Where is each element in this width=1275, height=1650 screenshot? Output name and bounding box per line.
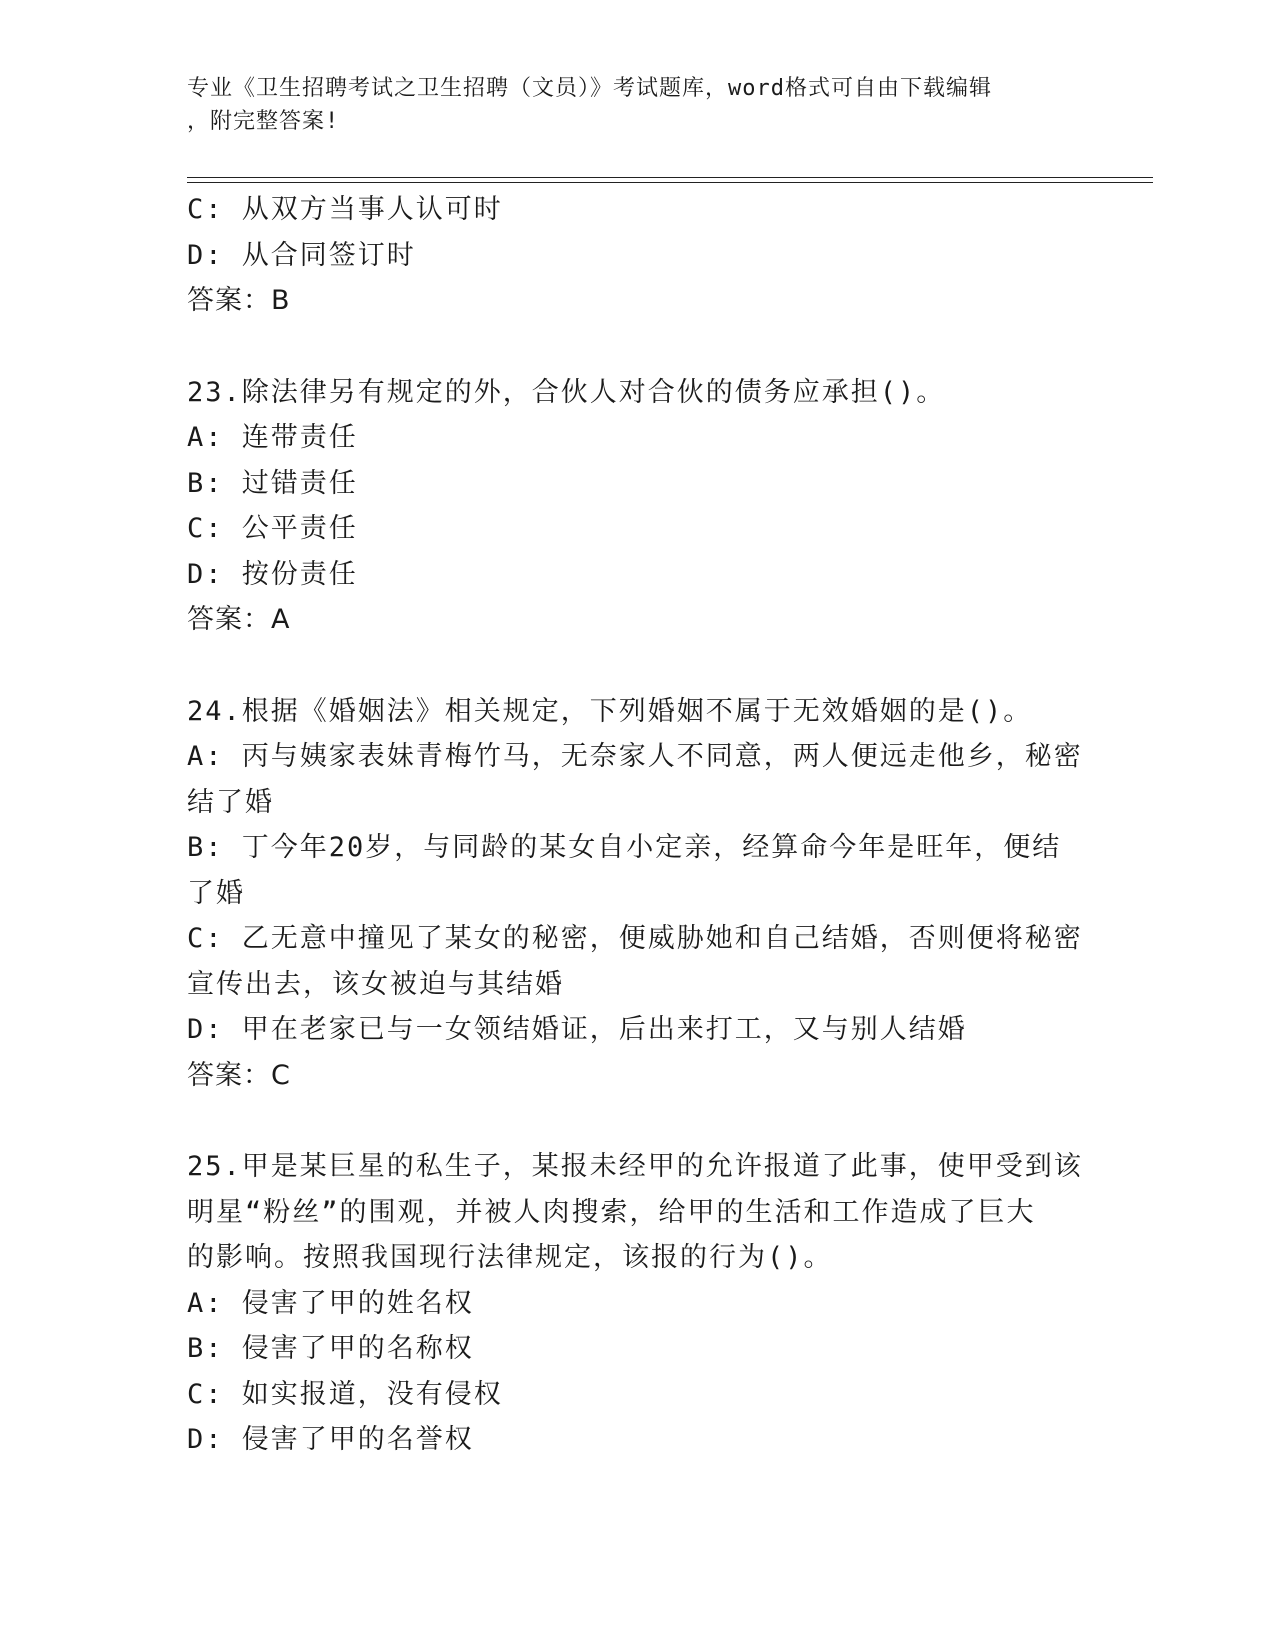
- option-c-line-2: 宣传出去，该女被迫与其结婚: [187, 968, 564, 1000]
- option-c: C: 如实报道，没有侵权: [187, 1378, 503, 1410]
- option-c: C: 从双方当事人认可时: [187, 194, 503, 225]
- answer: 答案：A: [187, 604, 291, 635]
- question-list: [187, 187, 1087, 1463]
- option-d: D: 侵害了甲的名誉权: [187, 1424, 474, 1455]
- spacer: [187, 643, 1087, 689]
- document-header: [187, 72, 1067, 138]
- question-23: [187, 370, 1087, 643]
- option-a: A: 连带责任: [187, 422, 358, 453]
- spacer: [187, 1098, 1087, 1144]
- answer: 答案：C: [187, 1059, 291, 1091]
- question-text: 23.除法律另有规定的外，合伙人对合伙的债务应承担()。: [187, 376, 946, 408]
- question-24: [187, 689, 1087, 1099]
- question-text-line-3: 的影响。按照我国现行法律规定，该报的行为()。: [187, 1242, 833, 1273]
- question-text: 24.根据《婚姻法》相关规定，下列婚姻不属于无效婚姻的是()。: [187, 695, 1033, 727]
- option-b: B: 过错责任: [187, 467, 358, 499]
- header-line-2: ，附完整答案!: [187, 109, 340, 134]
- option-a-line-2: 结了婚: [187, 786, 274, 818]
- question-text-line-2: 明星“粉丝”的围观，并被人肉搜索，给甲的生活和工作造成了巨大: [187, 1196, 1036, 1228]
- header-line-1: 专业《卫生招聘考试之卫生招聘（文员）》考试题库，word格式可自由下载编辑: [187, 76, 992, 101]
- option-b-line-2: 了婚: [187, 877, 245, 909]
- option-b: B: 侵害了甲的名称权: [187, 1333, 474, 1364]
- header-divider: [187, 177, 1153, 183]
- option-a-line-1: A: 丙与姨家表妹青梅竹马，无奈家人不同意，两人便远走他乡，秘密: [187, 741, 1083, 772]
- option-a: A: 侵害了甲的姓名权: [187, 1287, 474, 1319]
- option-b-line-1: B: 丁今年20岁，与同龄的某女自小定亲，经算命今年是旺年，便结: [187, 832, 1062, 863]
- option-c: C: 公平责任: [187, 513, 358, 544]
- answer: 答案：B: [187, 285, 291, 316]
- question-text-line-1: 25.甲是某巨星的私生子，某报未经甲的允许报道了此事，使甲受到该: [187, 1151, 1083, 1182]
- option-d: D: 甲在老家已与一女领结婚证，后出来打工，又与别人结婚: [187, 1014, 967, 1045]
- option-c-line-1: C: 乙无意中撞见了某女的秘密，便威胁她和自己结婚，否则便将秘密: [187, 923, 1083, 954]
- spacer: [187, 324, 1087, 370]
- option-d: D: 按份责任: [187, 558, 358, 590]
- question-25: [187, 1144, 1087, 1463]
- question-22: [187, 187, 1087, 324]
- option-d: D: 从合同签订时: [187, 239, 416, 271]
